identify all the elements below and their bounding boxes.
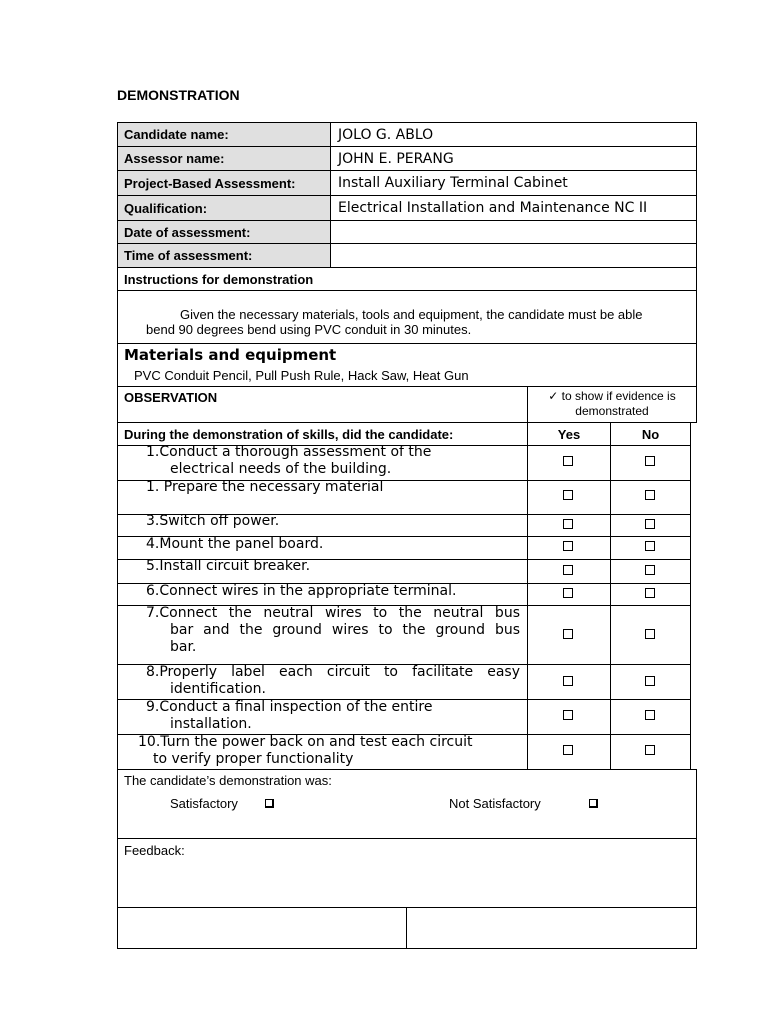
item-text-continued: bar. <box>170 639 197 655</box>
evidence-note-line-1: ✓ to show if evidence is <box>548 389 676 403</box>
yes-checkbox[interactable] <box>563 710 573 720</box>
time-of-assessment-value[interactable] <box>330 243 697 268</box>
project-assessment-label: Project-Based Assessment: <box>117 170 331 196</box>
not-satisfactory-checkbox[interactable] <box>589 799 598 808</box>
list-item <box>146 536 323 553</box>
date-of-assessment-label: Date of assessment: <box>117 220 331 244</box>
yes-checkbox[interactable] <box>563 456 573 466</box>
list-item <box>146 605 520 656</box>
yes-checkbox[interactable] <box>563 676 573 686</box>
item-number: 1. <box>146 444 160 460</box>
yes-checkbox[interactable] <box>563 490 573 500</box>
assessor-name-label: Assessor name: <box>117 146 331 171</box>
item-text-continued: identification. <box>170 681 267 697</box>
instructions-body <box>117 290 697 344</box>
result-prompt: The candidate’s demonstration was: <box>124 773 332 788</box>
list-item <box>146 583 456 600</box>
item-text-continued: to verify proper functionality <box>153 751 354 767</box>
instructions-heading: Instructions for demonstration <box>117 267 697 291</box>
item-number: 5. <box>146 558 160 574</box>
item-number: 3. <box>146 513 160 529</box>
time-of-assessment-label: Time of assessment: <box>117 243 331 268</box>
qualification-label: Qualification: <box>117 195 331 221</box>
item-number: 8. <box>146 664 160 680</box>
question-heading: During the demonstration of skills, did the candidate: <box>117 422 528 446</box>
satisfactory-label: Satisfactory <box>170 796 238 811</box>
assessor-name-value[interactable]: JOHN E. PERANG <box>330 146 697 171</box>
date-of-assessment-value[interactable] <box>330 220 697 244</box>
yes-checkbox[interactable] <box>563 745 573 755</box>
item-text: Conduct a thorough assessment of the <box>159 444 432 460</box>
evidence-note-line-2: demonstrated <box>575 404 649 418</box>
no-checkbox[interactable] <box>645 456 655 466</box>
list-item <box>146 444 431 478</box>
item-text: Connect wires in the appropriate terminal. <box>159 583 457 599</box>
signature-cell-left[interactable] <box>117 907 407 949</box>
instructions-line-2: bend 90 degrees bend using PVC conduit in 30 minutes. <box>146 322 472 337</box>
item-text-continued: electrical needs of the building. <box>170 461 392 477</box>
item-text: Prepare the necessary material <box>159 479 384 495</box>
evidence-note-cell <box>527 386 697 423</box>
observation-heading-cell <box>117 386 528 423</box>
item-number: 7. <box>146 605 160 621</box>
no-column-header: No <box>610 422 691 446</box>
no-checkbox[interactable] <box>645 745 655 755</box>
satisfactory-checkbox[interactable] <box>265 799 274 808</box>
no-checkbox[interactable] <box>645 490 655 500</box>
qualification-value[interactable]: Electrical Installation and Maintenance NC II <box>330 195 697 221</box>
no-checkbox[interactable] <box>645 565 655 575</box>
item-number: 10. <box>138 734 161 750</box>
list-item <box>138 734 472 768</box>
list-item <box>146 699 432 733</box>
materials-heading: Materials and equipment <box>124 346 337 364</box>
item-text-continued: installation. <box>170 716 252 732</box>
signature-cell-right[interactable] <box>406 907 697 949</box>
item-text: Switch off power. <box>159 513 280 529</box>
instructions-line-1: Given the necessary materials, tools and equipment, the candidate must be able <box>180 307 643 322</box>
yes-column-header: Yes <box>527 422 611 446</box>
materials-section <box>117 343 697 387</box>
item-number: 6. <box>146 583 160 599</box>
observation-heading: OBSERVATION <box>124 390 218 405</box>
materials-list: PVC Conduit Pencil, Pull Push Rule, Hack Saw, Heat Gun <box>134 368 469 383</box>
item-text: Mount the panel board. <box>159 536 324 552</box>
page-title: DEMONSTRATION <box>117 87 240 103</box>
result-section <box>117 769 697 839</box>
item-number: 9. <box>146 699 160 715</box>
yes-checkbox[interactable] <box>563 519 573 529</box>
feedback-label: Feedback: <box>124 843 185 858</box>
item-text: Properly label each circuit to facilitate easy <box>159 664 520 680</box>
candidate-name-value[interactable]: JOLO G. ABLO <box>330 122 697 147</box>
item-text: Conduct a final inspection of the entire <box>159 699 433 715</box>
list-item <box>146 664 520 698</box>
item-text: Turn the power back on and test each circuit <box>160 734 473 750</box>
candidate-name-label: Candidate name: <box>117 122 331 147</box>
yes-checkbox[interactable] <box>563 565 573 575</box>
list-item <box>146 479 383 496</box>
item-text: Connect the neutral wires to the neutral bus <box>159 605 520 621</box>
feedback-section[interactable] <box>117 838 697 908</box>
yes-checkbox[interactable] <box>563 588 573 598</box>
no-checkbox[interactable] <box>645 710 655 720</box>
project-assessment-value[interactable]: Install Auxiliary Terminal Cabinet <box>330 170 697 196</box>
no-checkbox[interactable] <box>645 588 655 598</box>
list-item <box>146 558 310 575</box>
yes-checkbox[interactable] <box>563 541 573 551</box>
yes-checkbox[interactable] <box>563 629 573 639</box>
no-checkbox[interactable] <box>645 519 655 529</box>
no-checkbox[interactable] <box>645 676 655 686</box>
item-number: 1. <box>146 479 160 495</box>
no-checkbox[interactable] <box>645 629 655 639</box>
item-text: Install circuit breaker. <box>159 558 311 574</box>
item-number: 4. <box>146 536 160 552</box>
list-item <box>146 513 279 530</box>
no-checkbox[interactable] <box>645 541 655 551</box>
item-text-continued: bar and the ground wires to the ground bus <box>170 622 520 638</box>
not-satisfactory-label: Not Satisfactory <box>449 796 541 811</box>
